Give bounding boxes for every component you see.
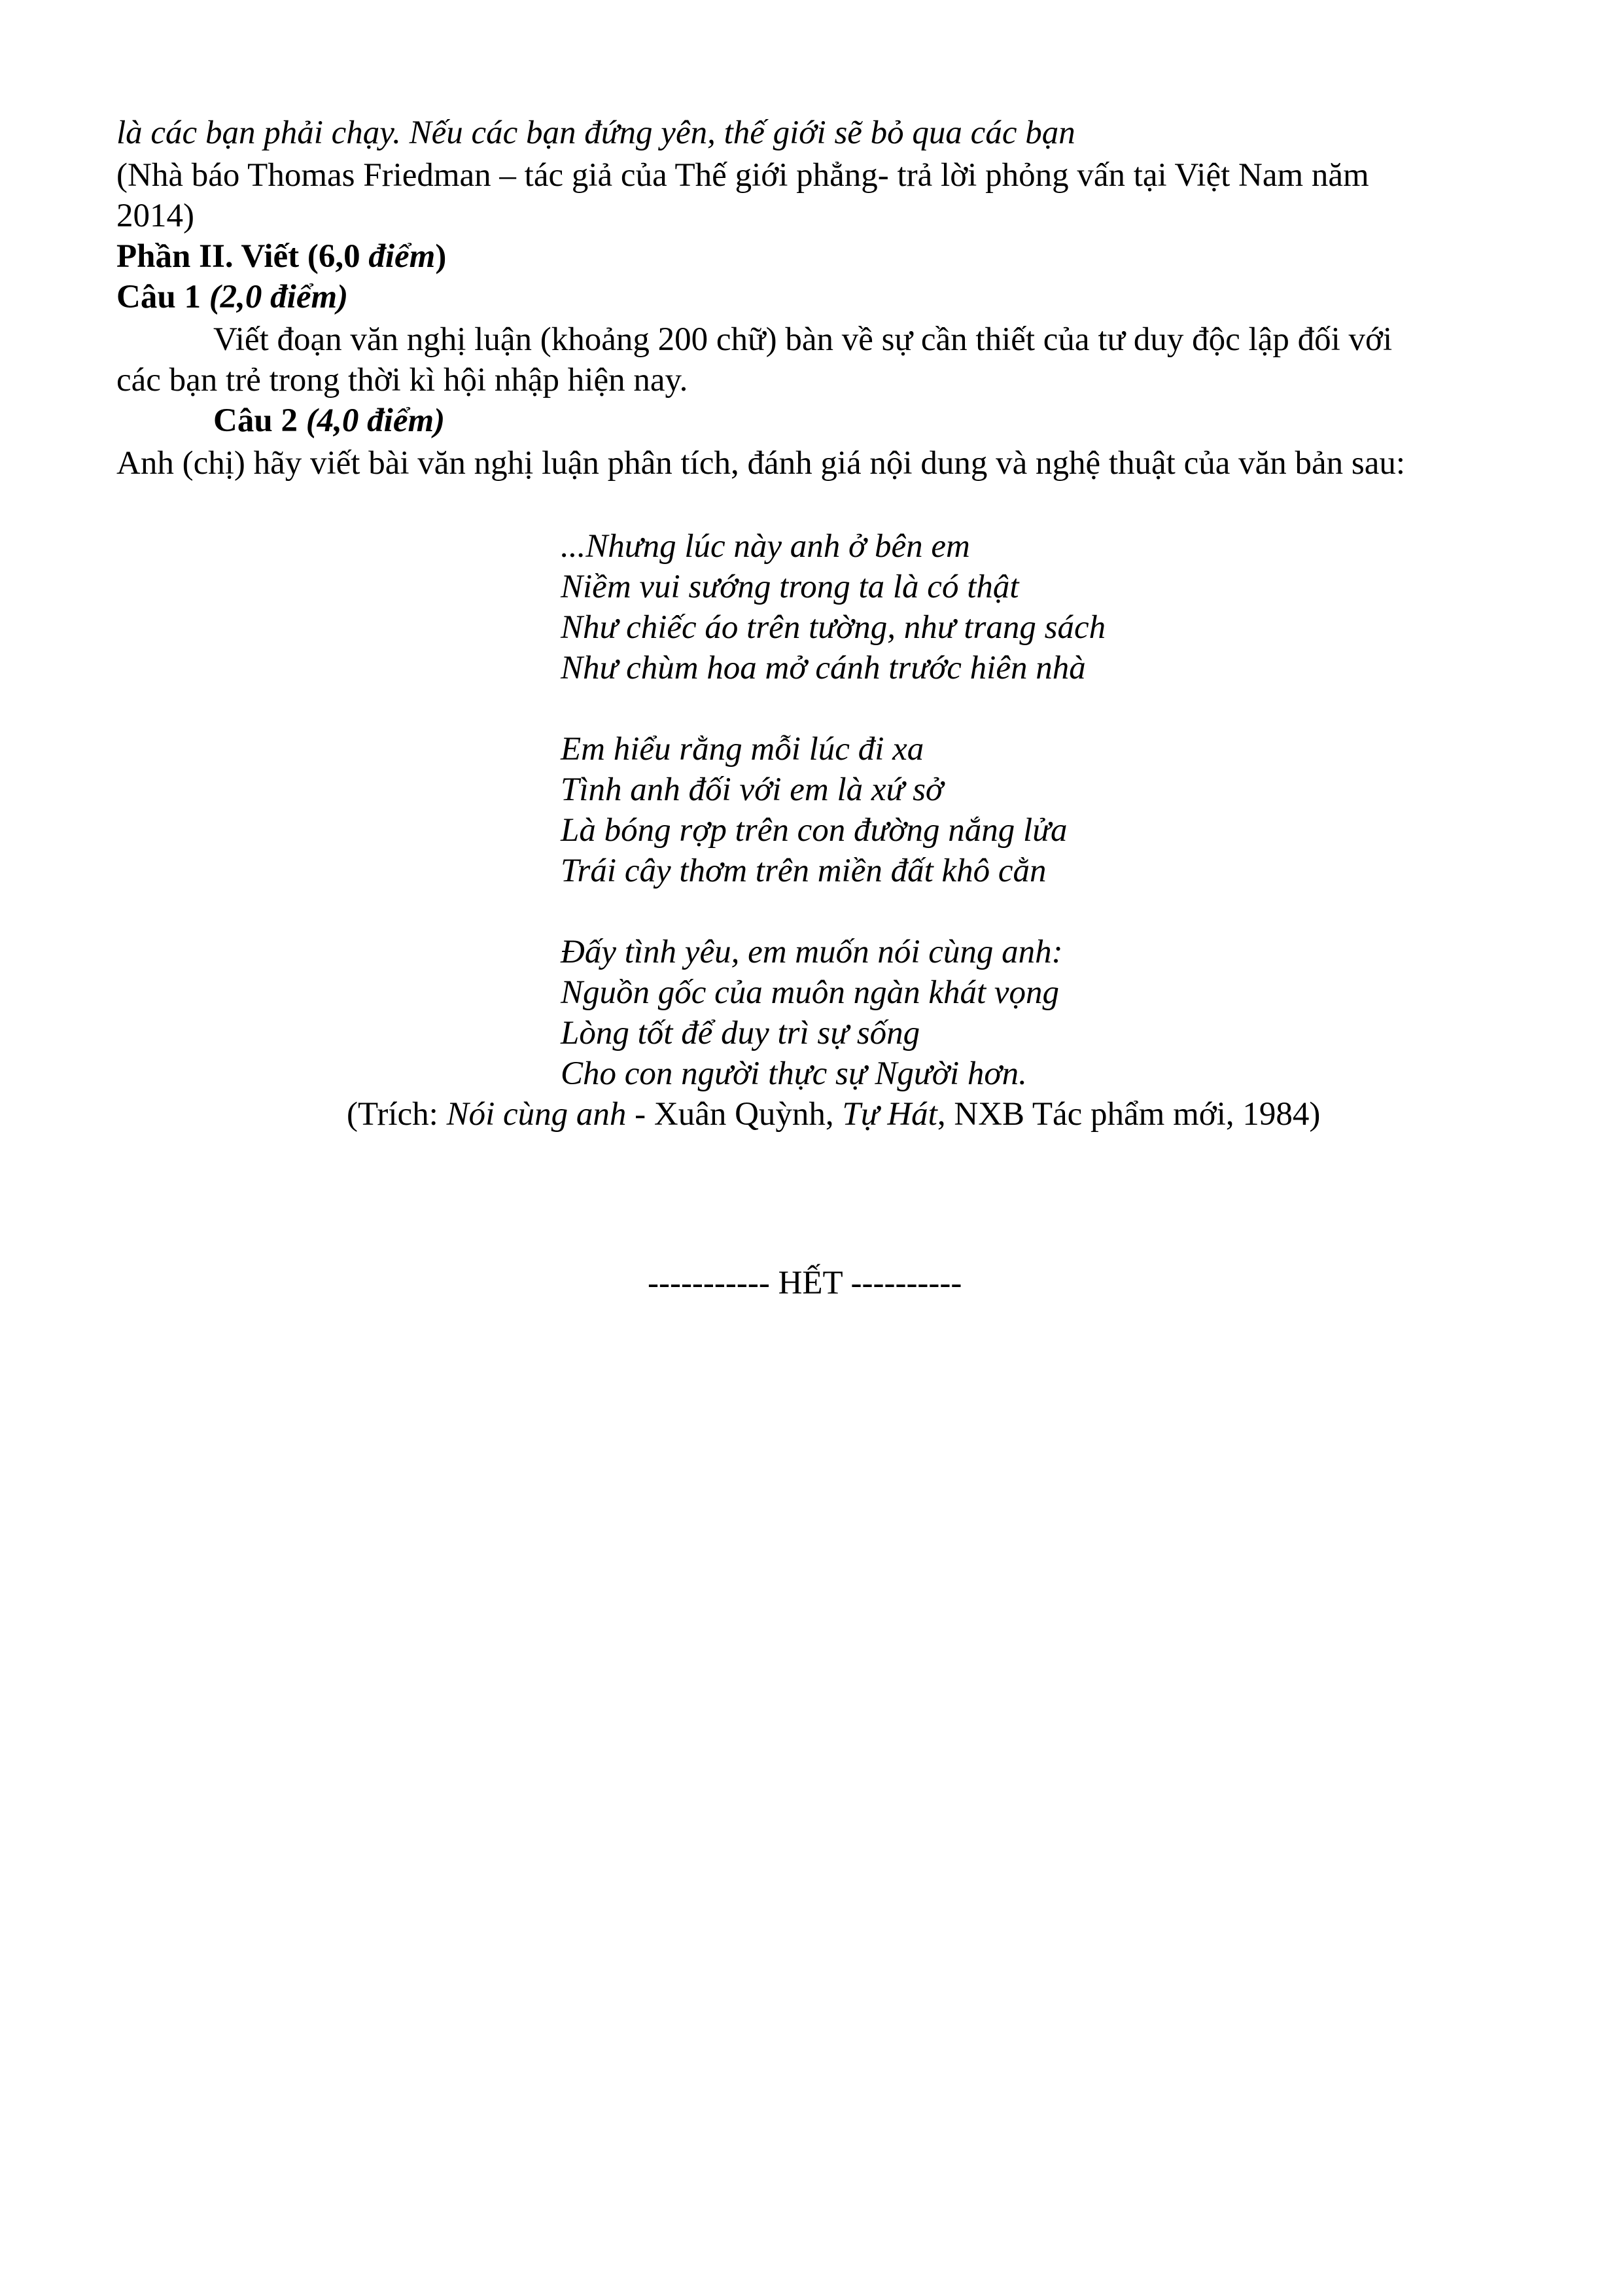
part2-heading <box>116 237 446 276</box>
poem-line: Em hiểu rằng mỗi lúc đi xa <box>561 731 924 768</box>
question-1-text-line-1: Viết đoạn văn nghị luận (khoảng 200 chữ) bàn về sự cần thiết của tư duy độc lập đối với <box>213 321 1393 358</box>
part2-heading-prefix: Phần II. Viết (6,0 <box>116 238 369 275</box>
poem-line: ...Nhưng lúc này anh ở bên em <box>561 528 970 565</box>
quote-end-line: là các bạn phải chạy. Nếu các bạn đứng yên, thế giới sẽ bỏ qua các bạn <box>116 115 1075 151</box>
poem-citation <box>347 1095 1320 1134</box>
quote-source-line-1: (Nhà báo Thomas Friedman – tác giả của Thế giới phẳng- trả lời phỏng vấn tại Việt Nam năm <box>116 157 1369 194</box>
citation-author: - Xuân Quỳnh, <box>626 1096 843 1133</box>
poem-line: Trái cây thơm trên miền đất khô cằn <box>561 853 1047 889</box>
question-2-points: (4,0 điểm) <box>305 402 445 439</box>
part2-heading-italic: điểm <box>368 238 436 275</box>
question-1-points: (2,0 điểm) <box>209 279 349 315</box>
poem-line: Như chùm hoa mở cánh trước hiên nhà <box>561 650 1086 686</box>
poem-line: Lòng tốt để duy trì sự sống <box>561 1015 920 1051</box>
citation-book: Tự Hát <box>842 1096 937 1133</box>
question-2-text: Anh (chị) hãy viết bài văn nghị luận phân tích, đánh giá nội dung và nghệ thuật của văn bản sau: <box>116 445 1406 482</box>
poem-line: Nguồn gốc của muôn ngàn khát vọng <box>561 974 1060 1011</box>
end-marker: ----------- HẾT ---------- <box>648 1265 962 1301</box>
poem-line: Niềm vui sướng trong ta là có thật <box>561 569 1019 605</box>
poem-line: Tình anh đối với em là xứ sở <box>561 771 944 808</box>
poem-line: Là bóng rợp trên con đường nắng lửa <box>561 812 1068 849</box>
citation-title: Nói cùng anh <box>446 1096 627 1133</box>
citation-publisher: , NXB Tác phẩm mới, 1984) <box>937 1096 1321 1133</box>
question-2-label: Câu 2 <box>213 402 306 439</box>
question-1-label: Câu 1 <box>116 279 209 315</box>
poem-line: Đấy tình yêu, em muốn nói cùng anh: <box>561 934 1063 970</box>
question-2-heading <box>213 401 445 440</box>
quote-source-line-2: 2014) <box>116 198 194 234</box>
citation-open: (Trích: <box>347 1096 447 1133</box>
poem-line: Như chiếc áo trên tường, như trang sách <box>561 609 1106 646</box>
poem-line: Cho con người thực sự Người hơn. <box>561 1055 1027 1092</box>
part2-heading-suffix: ) <box>435 238 447 275</box>
question-1-text-line-2: các bạn trẻ trong thời kì hội nhập hiện nay. <box>116 362 688 398</box>
question-1-heading <box>116 277 348 317</box>
